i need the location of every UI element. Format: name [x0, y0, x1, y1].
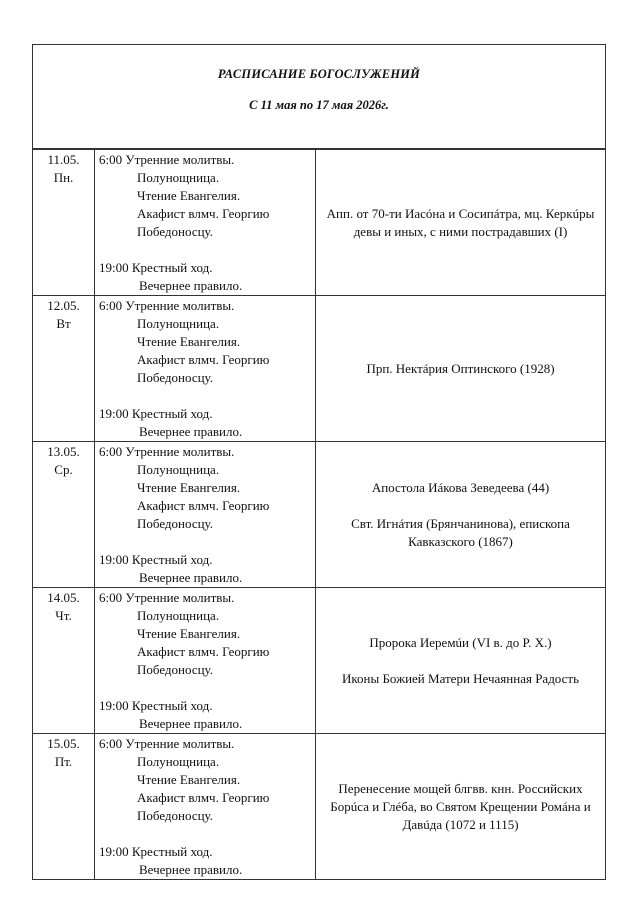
evening-service-line [99, 259, 315, 277]
day-weekday: Пт. [54, 754, 73, 769]
service-item: Утренние молитвы. [125, 590, 235, 605]
feast-name: Прп. Нектáрия Оптинского (1928) [366, 360, 555, 376]
schedule-header [32, 44, 606, 149]
service-item: Крестный ход. [131, 552, 213, 567]
day-date: 15.05. [47, 736, 80, 751]
service-item: Полунощница. [137, 608, 220, 623]
service-item: Акафист влмч. Георгию [137, 498, 270, 513]
feast-name: Апп. от 70-ти Иасóна и Сосипáтра, мц. Керкúры девы и иных, с ними пострадавших (I) [326, 205, 595, 239]
day-row [33, 734, 606, 880]
service-item: Крестный ход. [131, 260, 213, 275]
evening-service-line [99, 697, 315, 715]
service-item: Чтение Евангелия. [137, 334, 241, 349]
service-item: Крестный ход. [131, 844, 213, 859]
day-feasts-cell [316, 442, 606, 588]
service-item: Утренние молитвы. [125, 444, 235, 459]
service-item: Победоносцу. [137, 662, 214, 677]
spacer [99, 387, 315, 405]
service-item: Полунощница. [137, 170, 220, 185]
feast-name: Иконы Божией Матери Нечаянная Радость [341, 670, 580, 686]
feast-list [322, 360, 599, 378]
morning-time: 6:00 [99, 590, 123, 605]
feast-name: Перенесение мощей блгвв. кнн. Российских Борúса и Глéба, во Святом Крещении Ромáна и Давúда (1072 и 1115) [330, 780, 591, 832]
evening-service-line [99, 405, 315, 423]
day-weekday: Пн. [53, 170, 74, 185]
service-item: Вечернее правило. [139, 862, 243, 877]
spacer [99, 533, 315, 551]
feast-list [322, 780, 599, 834]
morning-service-line [99, 443, 315, 461]
service-item: Крестный ход. [131, 406, 213, 421]
spacer [322, 497, 599, 515]
service-item: Акафист влмч. Георгию [137, 790, 270, 805]
day-row [33, 442, 606, 588]
service-item: Вечернее правило. [139, 424, 243, 439]
spacer [99, 825, 315, 843]
feast-list [322, 205, 599, 241]
service-item: Акафист влмч. Георгию [137, 644, 270, 659]
day-feasts-cell [316, 734, 606, 880]
schedule-page [32, 44, 606, 880]
day-date: 12.05. [47, 298, 80, 313]
day-feasts-cell [316, 150, 606, 296]
service-item: Вечернее правило. [139, 278, 243, 293]
service-item: Акафист влмч. Георгию [137, 352, 270, 367]
day-date: 13.05. [47, 444, 80, 459]
service-item: Утренние молитвы. [125, 298, 235, 313]
day-feasts-cell [316, 296, 606, 442]
schedule-title: РАСПИСАНИЕ БОГОСЛУЖЕНИЙ [217, 67, 421, 81]
service-item: Акафист влмч. Георгию [137, 206, 270, 221]
feast-name: Пророка Иеремúи (VI в. до Р. Х.) [369, 634, 552, 650]
day-services-cell [95, 296, 316, 442]
service-item: Чтение Евангелия. [137, 626, 241, 641]
evening-time: 19:00 [99, 552, 129, 567]
evening-service-line [99, 551, 315, 569]
day-feasts-cell [316, 588, 606, 734]
schedule-date-range: С 11 мая по 17 мая 2026г. [249, 98, 389, 112]
spacer [99, 679, 315, 697]
day-date-cell [33, 734, 95, 880]
day-weekday: Ср. [54, 462, 73, 477]
day-date-cell [33, 588, 95, 734]
morning-service-line [99, 297, 315, 315]
morning-time: 6:00 [99, 444, 123, 459]
service-item: Чтение Евангелия. [137, 188, 241, 203]
service-item: Чтение Евангелия. [137, 772, 241, 787]
service-item: Полунощница. [137, 316, 220, 331]
spacer [322, 652, 599, 670]
feast-name: Свт. Игнáтия (Брянчанинова), епископа Кавказского (1867) [351, 515, 570, 549]
day-weekday: Вт [56, 316, 71, 331]
day-row [33, 588, 606, 734]
service-item: Крестный ход. [131, 698, 213, 713]
day-services-cell [95, 150, 316, 296]
day-row [33, 296, 606, 442]
feast-name: Апостола Иáкова Зеведеева (44) [371, 479, 550, 495]
service-item: Чтение Евангелия. [137, 480, 241, 495]
service-item: Вечернее правило. [139, 570, 243, 585]
service-item: Полунощница. [137, 462, 220, 477]
morning-service-line [99, 589, 315, 607]
service-item: Полунощница. [137, 754, 220, 769]
service-item: Победоносцу. [137, 808, 214, 823]
morning-service-line [99, 735, 315, 753]
day-services-cell [95, 442, 316, 588]
evening-time: 19:00 [99, 406, 129, 421]
day-weekday: Чт. [55, 608, 72, 623]
day-date-cell [33, 296, 95, 442]
day-date-cell [33, 150, 95, 296]
day-row [33, 150, 606, 296]
feast-list [322, 634, 599, 688]
service-item: Утренние молитвы. [125, 736, 235, 751]
evening-time: 19:00 [99, 260, 129, 275]
service-item: Победоносцу. [137, 516, 214, 531]
service-item: Вечернее правило. [139, 716, 243, 731]
evening-time: 19:00 [99, 698, 129, 713]
day-date-cell [33, 442, 95, 588]
day-date: 11.05. [47, 152, 80, 167]
morning-time: 6:00 [99, 298, 123, 313]
service-item: Утренние молитвы. [125, 152, 235, 167]
evening-service-line [99, 843, 315, 861]
evening-time: 19:00 [99, 844, 129, 859]
day-services-cell [95, 588, 316, 734]
day-date: 14.05. [47, 590, 80, 605]
feast-list [322, 479, 599, 551]
morning-time: 6:00 [99, 152, 123, 167]
day-services-cell [95, 734, 316, 880]
schedule-table [32, 149, 606, 880]
spacer [99, 241, 315, 259]
morning-service-line [99, 151, 315, 169]
morning-time: 6:00 [99, 736, 123, 751]
service-item: Победоносцу. [137, 370, 214, 385]
service-item: Победоносцу. [137, 224, 214, 239]
